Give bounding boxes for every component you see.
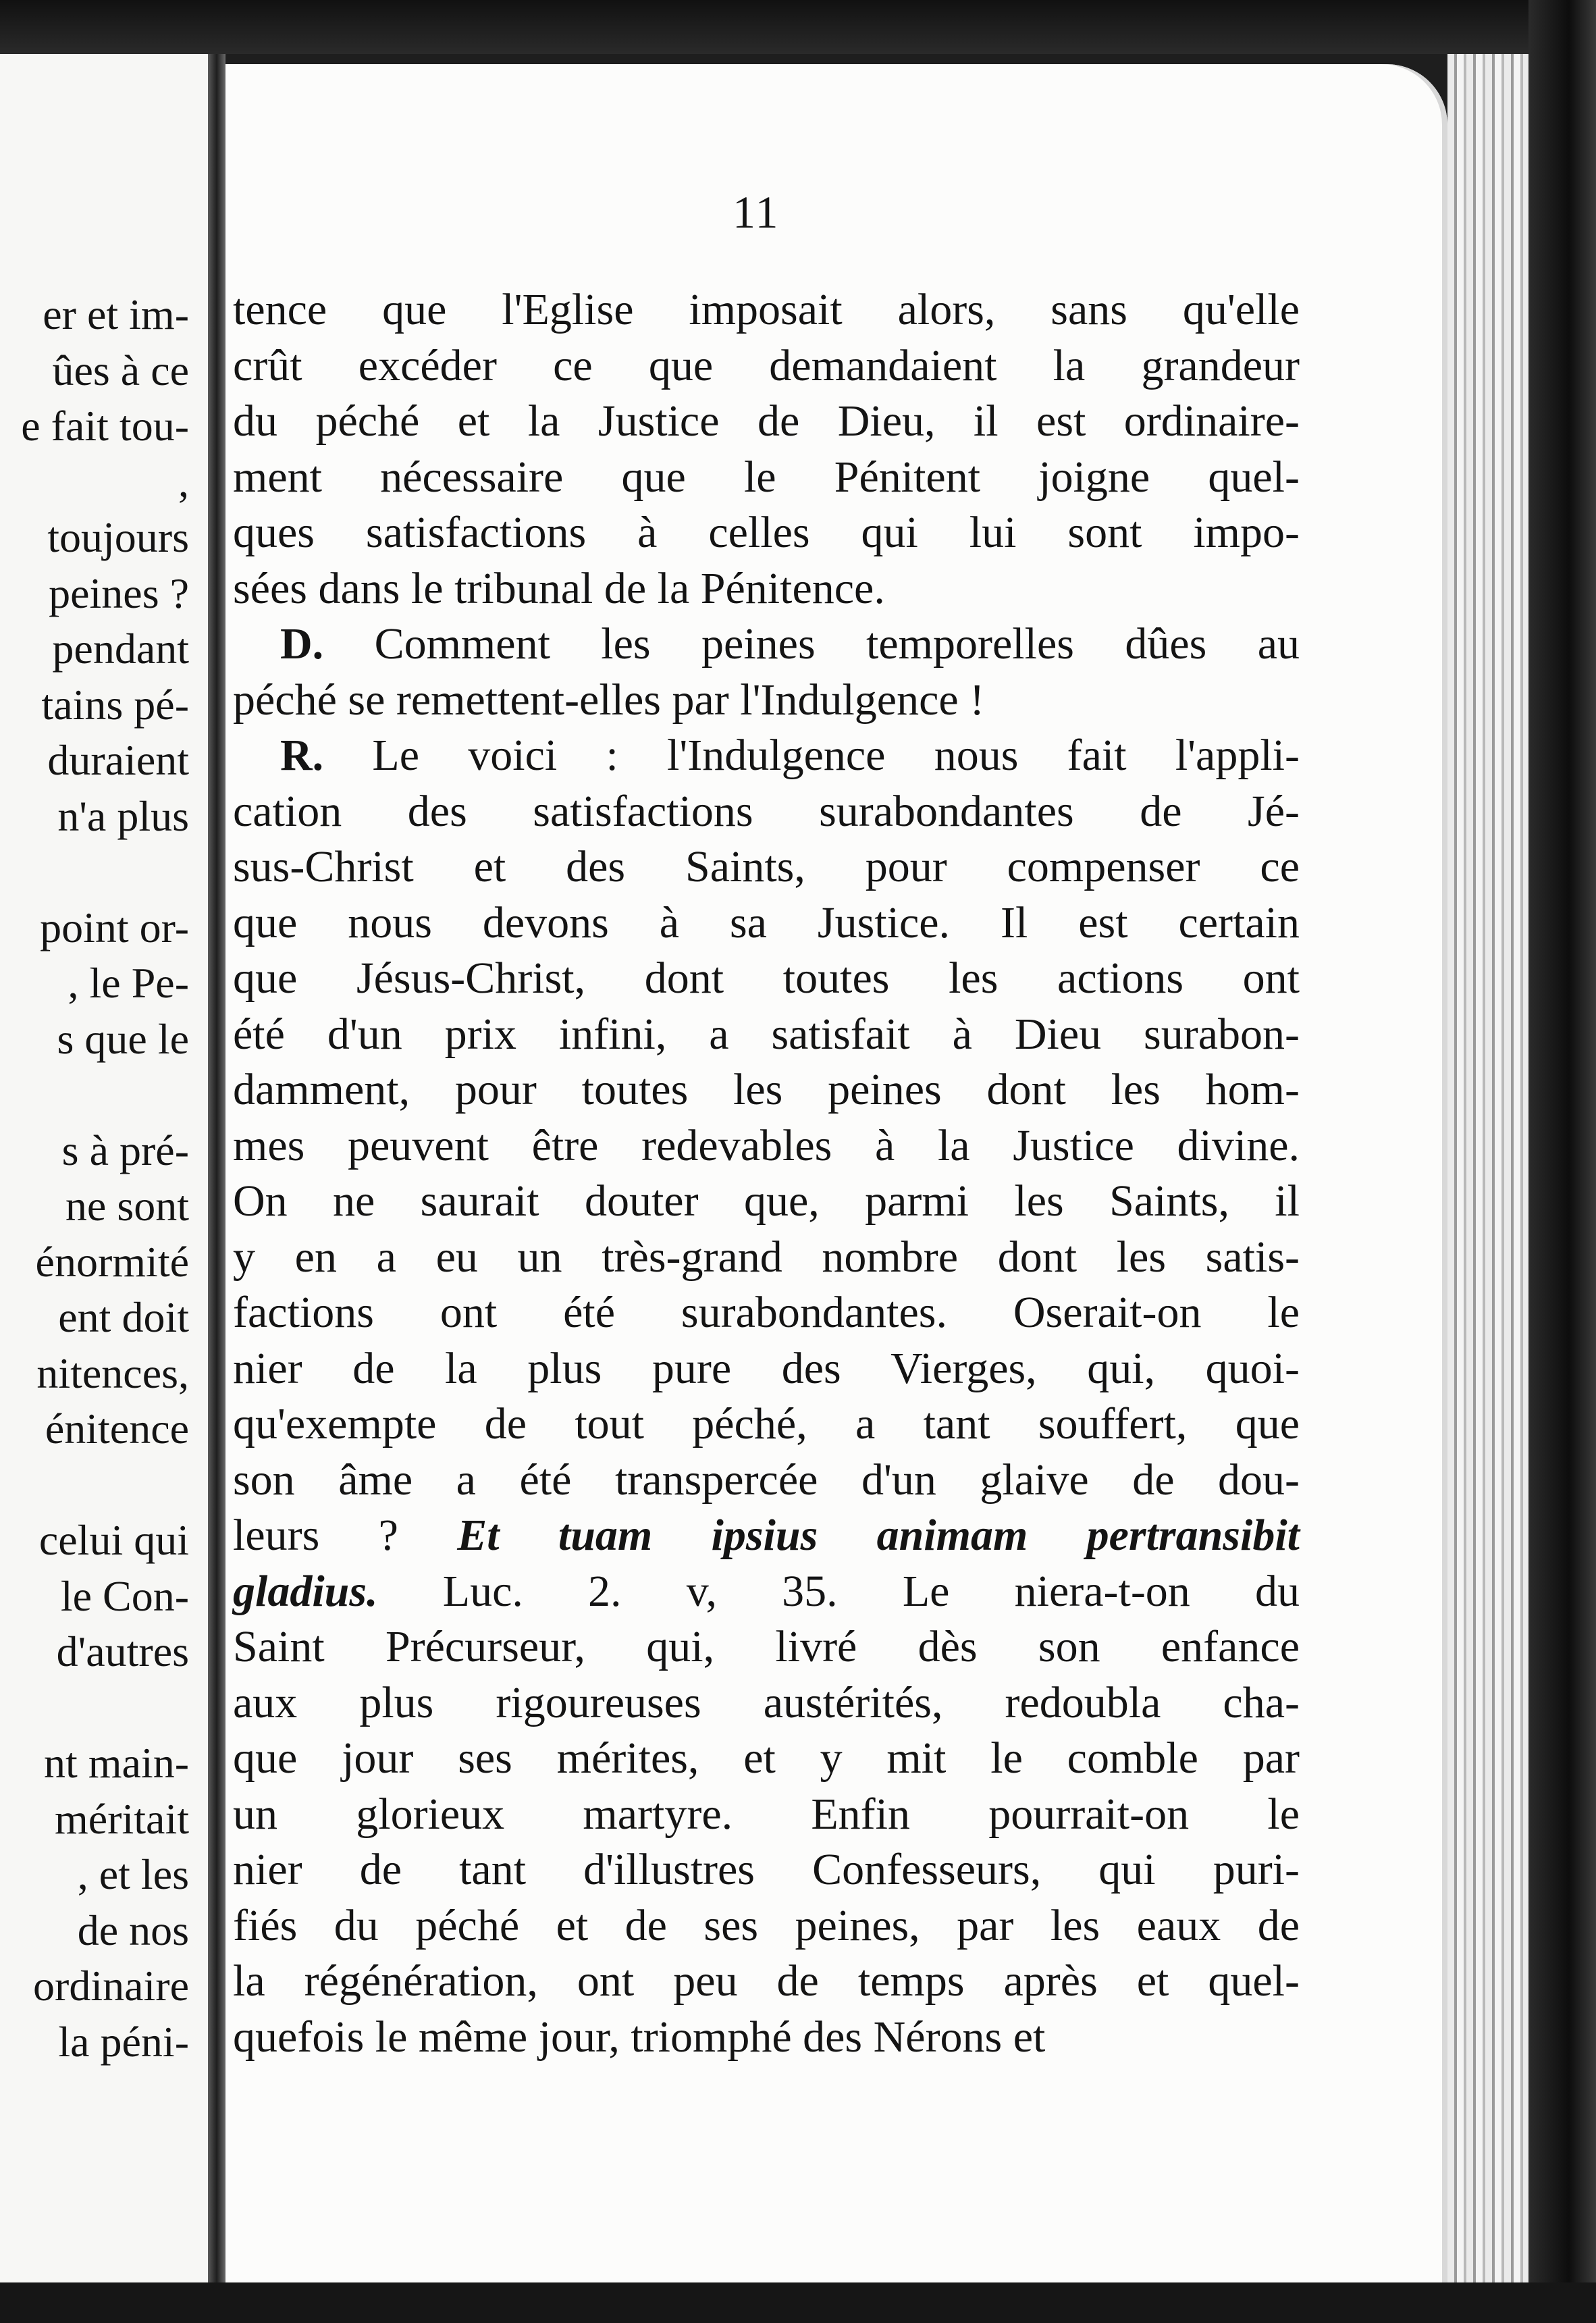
text-line [233,1007,1300,1063]
latin-quotation: Et tuam ipsius animam pertransibit [457,1511,1300,1560]
left-page [0,54,211,2282]
scan-background-right [1528,0,1596,2323]
left-page-line: s à pré- [61,1126,189,1174]
text-line [233,1787,1300,1843]
line-text: un glorieux martyre. Enfin pourrait-on le [233,1789,1300,1839]
line-text: sées dans le tribunal de la Pénitence. [233,563,885,613]
line-text: nier de tant d'illustres Confesseurs, qui puri- [233,1845,1300,1894]
line-text: cation des satisfactions surabondantes de Jé- [233,786,1300,836]
text-line [233,1731,1300,1787]
line-text: été d'un prix infini, a satisfait à Dieu surabon- [233,1009,1300,1059]
left-page-line: toujours [47,513,189,561]
latin-quotation: gladius. [233,1566,378,1616]
left-page-line: peines ? [49,569,189,617]
line-text: damment, pour toutes les peines dont les hom- [233,1065,1300,1114]
left-page-line: , le Pe- [68,959,189,1007]
text-line [233,895,1300,951]
scan-background-top [0,0,1596,54]
line-text: Le voici : l'Indulgence nous fait l'appli- [372,731,1300,780]
line-text: ques satisfactions à celles qui lui sont impo- [233,508,1300,557]
left-page-line: celui qui [38,1516,189,1564]
line-text: la régénération, ont peu de temps après et quel- [233,1956,1300,2006]
left-page-line: ûes à ce [52,346,189,394]
text-line [233,1508,1300,1564]
line-text: du péché et la Justice de Dieu, il est ordinaire- [233,396,1300,446]
left-page-line: , [178,457,189,506]
left-page-line: er et im- [43,290,189,338]
book-gutter [208,54,225,2282]
text-line [233,784,1300,840]
line-text: que nous devons à sa Justice. Il est certain [233,897,1300,947]
text-line [233,839,1300,895]
text-line [233,1453,1300,1509]
line-text: fiés du péché et de ses peines, par les eaux de [233,1900,1300,1950]
left-page-line: , et les [77,1850,189,1898]
left-page-line: ent doit [58,1293,189,1341]
text-line [233,2010,1300,2066]
text-line [233,505,1300,561]
speaker-marker: D. [280,619,324,669]
left-page-line: tains pé- [41,680,189,729]
text-line [233,728,1300,784]
text-line [233,394,1300,450]
text-line [233,1285,1300,1341]
left-page-line: n'a plus [57,791,189,840]
text-line [233,338,1300,394]
line-text: crût excéder ce que demandaient la grandeur [233,340,1300,390]
line-text: nier de la plus pure des Vierges, qui, quoi- [233,1343,1300,1393]
line-text: Saint Précurseur, qui, livré dès son enfance [233,1622,1300,1671]
text-line [233,1954,1300,2010]
line-text: que jour ses mérites, et y mit le comble par [233,1733,1300,1783]
line-text: que Jésus-Christ, dont toutes les actions ont [233,954,1300,1003]
line-text: son âme a été transpercée d'un glaive de dou- [233,1455,1300,1505]
left-page-line: énitence [45,1405,189,1453]
text-line [233,282,1300,338]
text-line [233,673,1300,729]
line-text: factions ont été surabondantes. Oserait-on le [233,1288,1300,1337]
text-line [233,1564,1300,1620]
left-page-line: duraient [47,736,189,784]
left-page-line: ordinaire [33,1962,189,2010]
page-edges [1447,54,1528,2296]
line-text: mes peuvent être redevables à la Justice divine. [233,1120,1300,1170]
text-line [233,1842,1300,1898]
speaker-marker: R. [280,731,324,780]
text-line [233,1619,1300,1675]
line-text: ment nécessaire que le Pénitent joigne quel- [233,452,1300,502]
left-page-line: énormité [35,1237,189,1286]
line-text: leurs ? [233,1511,398,1560]
line-text: sus-Christ et des Saints, pour compenser ce [233,842,1300,891]
line-text: tence que l'Eglise imposait alors, sans qu'elle [233,285,1300,334]
line-text: quefois le même jour, triomphé des Nérons et [233,2012,1046,2062]
text-line [233,1341,1300,1397]
text-line [233,1174,1300,1230]
left-page-line: e fait tou- [21,402,189,450]
left-page-line: méritait [54,1794,189,1843]
left-page-line: s que le [57,1014,189,1063]
left-page-line: ne sont [65,1182,189,1230]
left-page-line: nitences, [36,1349,189,1397]
line-text: aux plus rigoureuses austérités, redoubla cha- [233,1677,1300,1727]
left-page-line: la péni- [58,2017,189,2066]
text-line [233,561,1300,617]
text-line [233,1397,1300,1453]
left-page-line: d'autres [56,1627,189,1675]
text-line [233,1898,1300,1954]
body-text [233,282,1300,2065]
text-line [233,1062,1300,1118]
line-text: péché se remettent-elles par l'Indulgence ! [233,675,985,725]
left-page-line: nt main- [43,1739,189,1787]
line-text: y en a eu un très-grand nombre dont les satis- [233,1232,1300,1282]
text-line [233,1230,1300,1286]
text-line [233,1118,1300,1174]
text-line [233,617,1300,673]
text-line [233,1675,1300,1731]
line-text: qu'exempte de tout péché, a tant souffert, que [233,1399,1300,1448]
scan-background-bottom [0,2282,1596,2323]
left-page-line: de nos [77,1906,189,1954]
left-page-line: point or- [40,903,189,951]
line-text: Comment les peines temporelles dûes au [374,619,1300,669]
left-page-line: le Con- [60,1571,189,1620]
line-text: Luc. 2. v, 35. Le niera-t-on du [442,1566,1300,1616]
page-number: 11 [733,186,780,238]
left-page-line: pendant [52,625,189,673]
text-line [233,450,1300,506]
text-line [233,951,1300,1007]
line-text: On ne saurait douter que, parmi les Saints, il [233,1176,1300,1226]
